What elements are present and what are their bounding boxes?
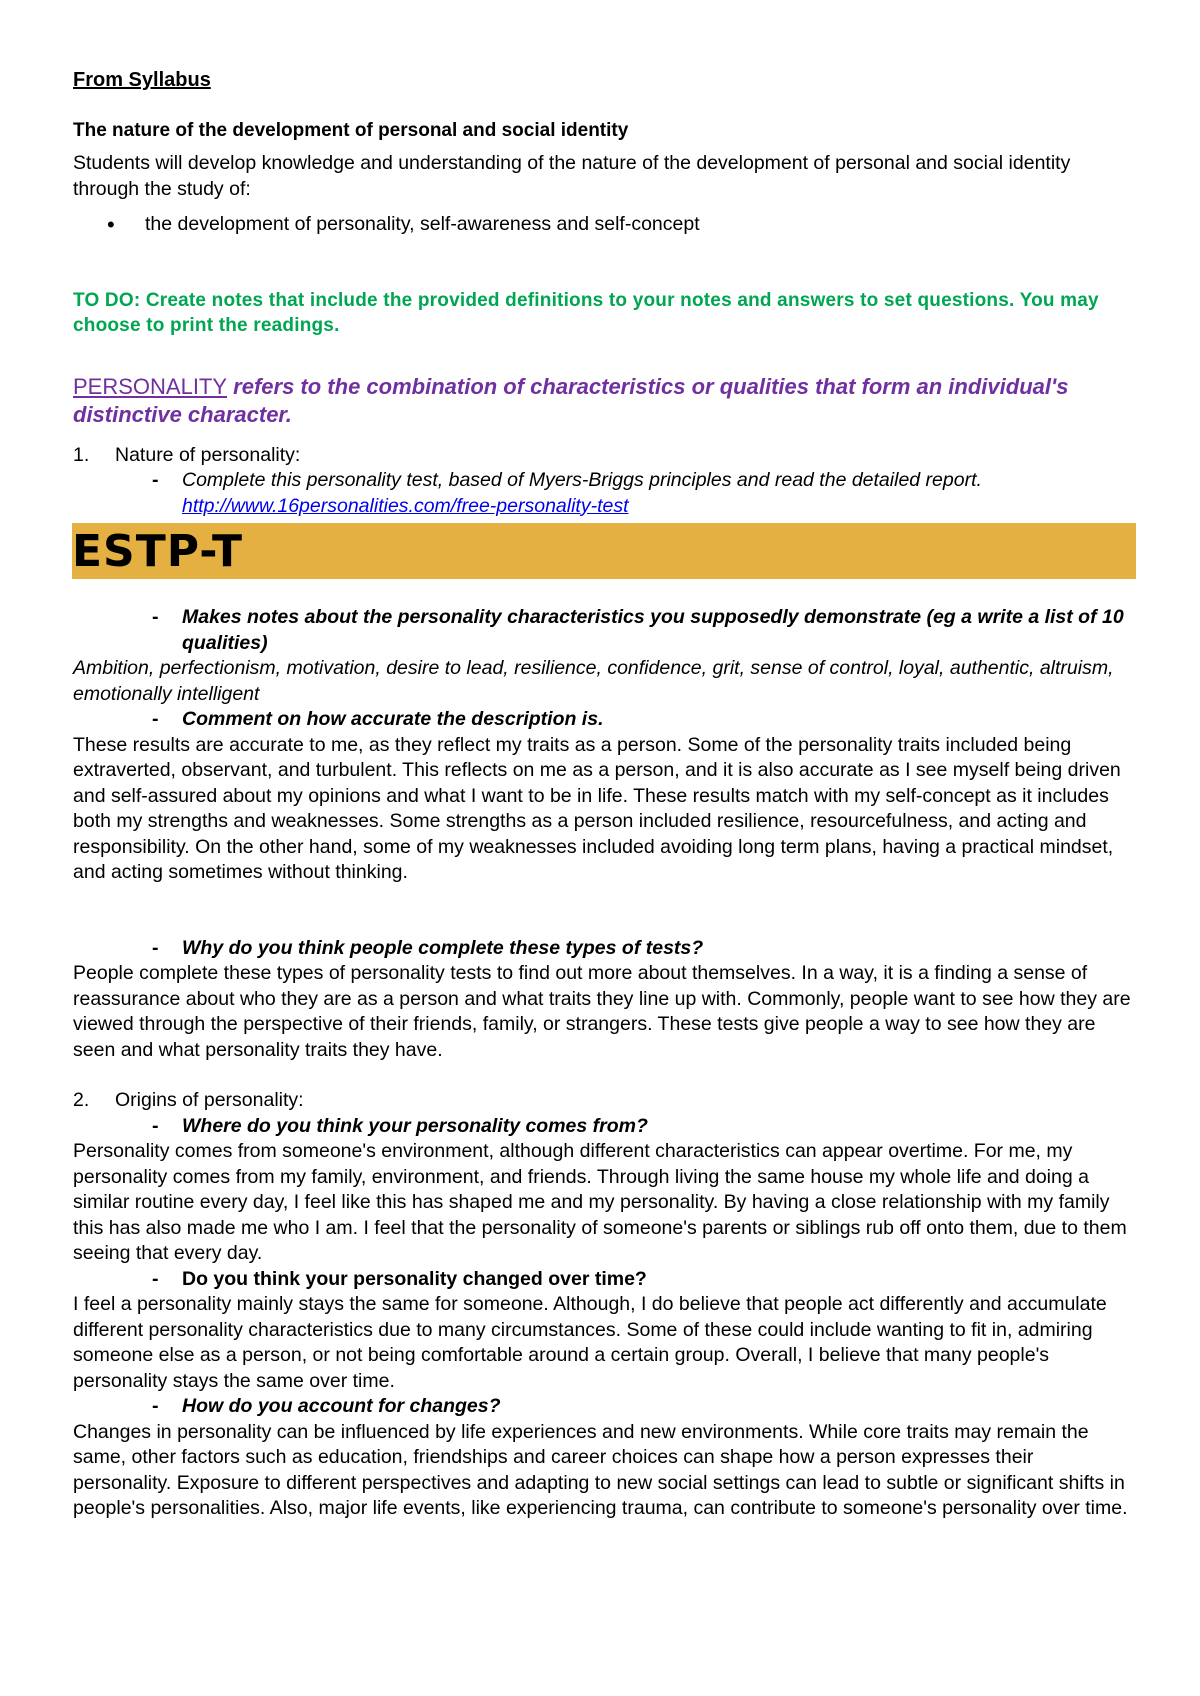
definition-term: PERSONALITY	[73, 373, 228, 399]
question-text: Do you think your personality changed over time?	[182, 1267, 647, 1290]
personality-test-link[interactable]: http://www.16personalities.com/free-personality-test	[182, 494, 629, 517]
personality-definition	[73, 373, 1133, 429]
question-text: Where do you think your personality comes from?	[182, 1114, 648, 1137]
question-text: How do you account for changes?	[182, 1395, 501, 1417]
answer-1-2: These results are accurate to me, as they reflect my traits as a person. Some of the personality traits included being extraverted, observant, and turbulent. This reflects on me as a person, and it is also accurate as I see myself being driven and self-assured about my opinions and what I want to be in life. These results match with my self-concept as it includes both my strengths and weaknesses. Some strengths as a person included resilience, resourcefulness, and acting and responsibility. On the other hand, some of my weaknesses included avoiding long term plans, having a practical mindset, and acting sometimes without thinking.	[73, 733, 1121, 883]
result-banner	[72, 523, 1136, 579]
question-1-2	[73, 707, 1133, 733]
dash-marker: -	[152, 469, 159, 491]
answer-2-3: Changes in personality can be influenced by life experiences and new environments. While core traits may remain the same, other factors such as education, friendships and career choices can shape how a person expresses their personality. Exposure to different perspectives and adapting to new social settings can lead to subtle or significant shifts in people's personalities. Also, major life events, like experiencing trauma, can contribute to someone's personality over time.	[73, 1420, 1128, 1519]
page-heading: From Syllabus	[73, 69, 211, 91]
task-text: Complete this personality test, based of Myers-Briggs principles and read the detailed report.	[182, 469, 982, 491]
definition-text: refers to the combination of characteristics or qualities that form an individual's distinctive character.	[73, 373, 1069, 427]
bullet-text: the development of personality, self-awareness and self-concept	[145, 213, 700, 235]
dash-marker: -	[152, 708, 159, 730]
section-1-title-text: Nature of personality:	[115, 443, 301, 466]
question-text: Makes notes about the personality characteristics you supposedly demonstrate (eg a write a list of 10 qualities)	[182, 606, 1124, 654]
syllabus-bullet	[73, 212, 1133, 238]
question-2-1	[73, 1114, 1133, 1140]
bullet-icon: •	[107, 212, 115, 237]
document-page	[73, 68, 1133, 1522]
answer-2-1: Personality comes from someone's environment, although different characteristics can appear overtime. For me, my personality comes from my family, environment, and friends. Through living the same house my whole life and doing a similar routine every day, I feel like this has shaped me and my personality. By having a close relationship with my family this has also made me who I am. I feel that the personality of someone's parents or siblings rub off onto them, due to them seeing that every day.	[73, 1140, 1127, 1264]
section-1-title	[73, 443, 1133, 469]
question-2-2	[73, 1267, 1133, 1293]
section-1-task	[73, 468, 1133, 519]
answer-1-3: People complete these types of personality tests to find out more about themselves. In a way, it is a finding a sense of reassurance about who they are as a person and what traits they line up with. Commonly, people want to see how they are viewed through the perspective of their friends, family, or strangers. These tests give people a way to see how they are seen and what personality traits they have.	[73, 962, 1131, 1061]
result-type: ESTP-T	[72, 526, 244, 577]
dash-marker: -	[152, 1114, 159, 1137]
answer-2-2: I feel a personality mainly stays the same for someone. Although, I do believe that people act differently and accumulate different personality characteristics due to many circumstances. Some of these could include wanting to fit in, admiring someone else as a person, or not being comfortable around a certain group. Overall, I believe that many people's personality stays the same over time.	[73, 1293, 1107, 1392]
question-text: Comment on how accurate the description is.	[182, 708, 604, 730]
section-2-number: 2.	[73, 1089, 90, 1111]
section-1-number: 1.	[73, 443, 90, 466]
question-text: Why do you think people complete these types of tests?	[182, 936, 704, 959]
syllabus-subheading: The nature of the development of personal and social identity	[73, 119, 629, 141]
section-2-title	[73, 1088, 1133, 1114]
question-1-3	[73, 936, 1133, 962]
dash-marker: -	[152, 1267, 159, 1290]
answer-1-1: Ambition, perfectionism, motivation, desire to lead, resilience, confidence, grit, sense of control, loyal, authentic, altruism, emotionally intelligent	[73, 657, 1114, 705]
dash-marker: -	[152, 1395, 159, 1417]
dash-marker: -	[152, 606, 159, 628]
question-1-1	[73, 605, 1133, 656]
intro-paragraph: Students will develop knowledge and understanding of the nature of the development of personal and social identity through the study of:	[73, 152, 1071, 200]
section-2-title-text: Origins of personality:	[115, 1089, 304, 1111]
question-2-3	[73, 1394, 1133, 1420]
todo-instructions: TO DO: Create notes that include the provided definitions to your notes and answers to set questions. You may choose to print the readings.	[73, 289, 1099, 336]
dash-marker: -	[152, 936, 159, 959]
